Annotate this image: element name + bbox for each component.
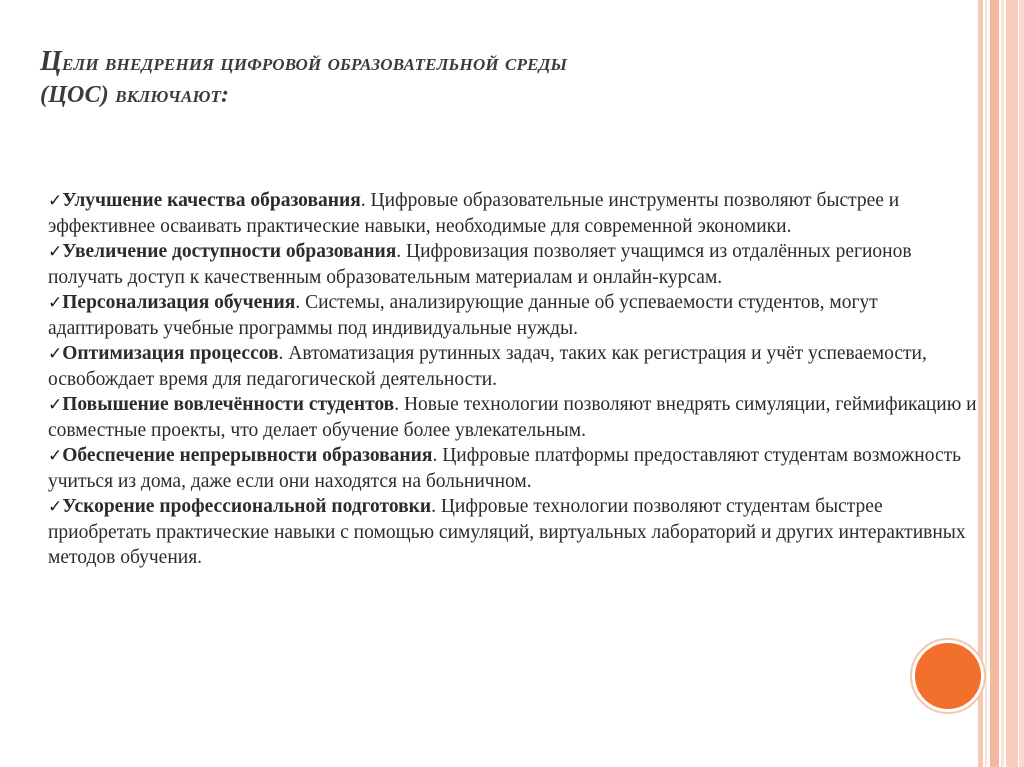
bullet-list	[48, 188, 978, 570]
item-text: . Цифровые образовательные инструменты позволяют быстрее и эффективнее осваивать практические навыки, необходимые для современной экономики.	[48, 190, 900, 237]
item-text: . Системы, анализирующие данные об успеваемости студентов, могут адаптировать учебные программы под индивидуальные нужды.	[48, 292, 878, 339]
title-initial: Ц	[40, 46, 62, 77]
list-item	[48, 392, 978, 443]
item-text: . Цифровые платформы предоставляют студентам возможность учиться из дома, даже если они находятся на больничном.	[48, 445, 962, 492]
item-lead: Повышение вовлечённости студентов	[62, 394, 395, 415]
item-lead: Улучшение качества образования	[62, 190, 361, 211]
title-line-2	[40, 79, 800, 111]
checkmark-icon: ✓	[48, 446, 63, 466]
slide-title	[40, 46, 800, 111]
decor-stripe	[1006, 0, 1018, 767]
checkmark-icon: ✓	[48, 344, 63, 364]
decor-stripe	[978, 0, 983, 767]
decor-circle	[912, 640, 984, 712]
list-item	[48, 341, 978, 392]
checkmark-icon: ✓	[48, 497, 63, 517]
checkmark-icon: ✓	[48, 293, 63, 313]
list-item	[48, 494, 978, 570]
item-text: . Цифровизация позволяет учащимся из отдалённых регионов получать доступ к качественным образовательным материалам и онлайн-курсам.	[48, 241, 912, 288]
decor-stripe	[985, 0, 987, 767]
item-text: . Цифровые технологии позволяют студентам быстрее приобретать практические навыки с помощью симуляций, виртуальных лабораторий и других интерактивных методов обучения.	[48, 496, 966, 568]
title-line-2-text: (ЦОС) включают:	[40, 82, 230, 108]
item-text: . Автоматизация рутинных задач, таких как регистрация и учёт успеваемости, освобождает время для педагогической деятельности.	[48, 343, 927, 390]
checkmark-icon: ✓	[48, 395, 63, 415]
item-lead: Увеличение доступности образования	[62, 241, 397, 262]
list-item	[48, 443, 978, 494]
item-lead: Обеспечение непрерывности образования	[62, 445, 433, 466]
checkmark-icon: ✓	[48, 242, 63, 262]
decor-stripe	[1019, 0, 1024, 767]
item-lead: Персонализация обучения	[62, 292, 296, 313]
item-lead: Оптимизация процессов	[62, 343, 279, 364]
decor-stripe	[990, 0, 999, 767]
item-text: . Новые технологии позволяют внедрять симуляции, геймификацию и совместные проекты, что делает обучение более увлекательным.	[48, 394, 977, 441]
checkmark-icon: ✓	[48, 191, 63, 211]
list-item	[48, 290, 978, 341]
list-item	[48, 188, 978, 239]
list-item	[48, 239, 978, 290]
item-lead: Ускорение профессиональной подготовки	[62, 496, 432, 517]
title-line-1-text: ели внедрения цифровой образовательной среды	[61, 50, 568, 76]
title-line-1	[40, 46, 800, 79]
decor-stripe	[1001, 0, 1004, 767]
